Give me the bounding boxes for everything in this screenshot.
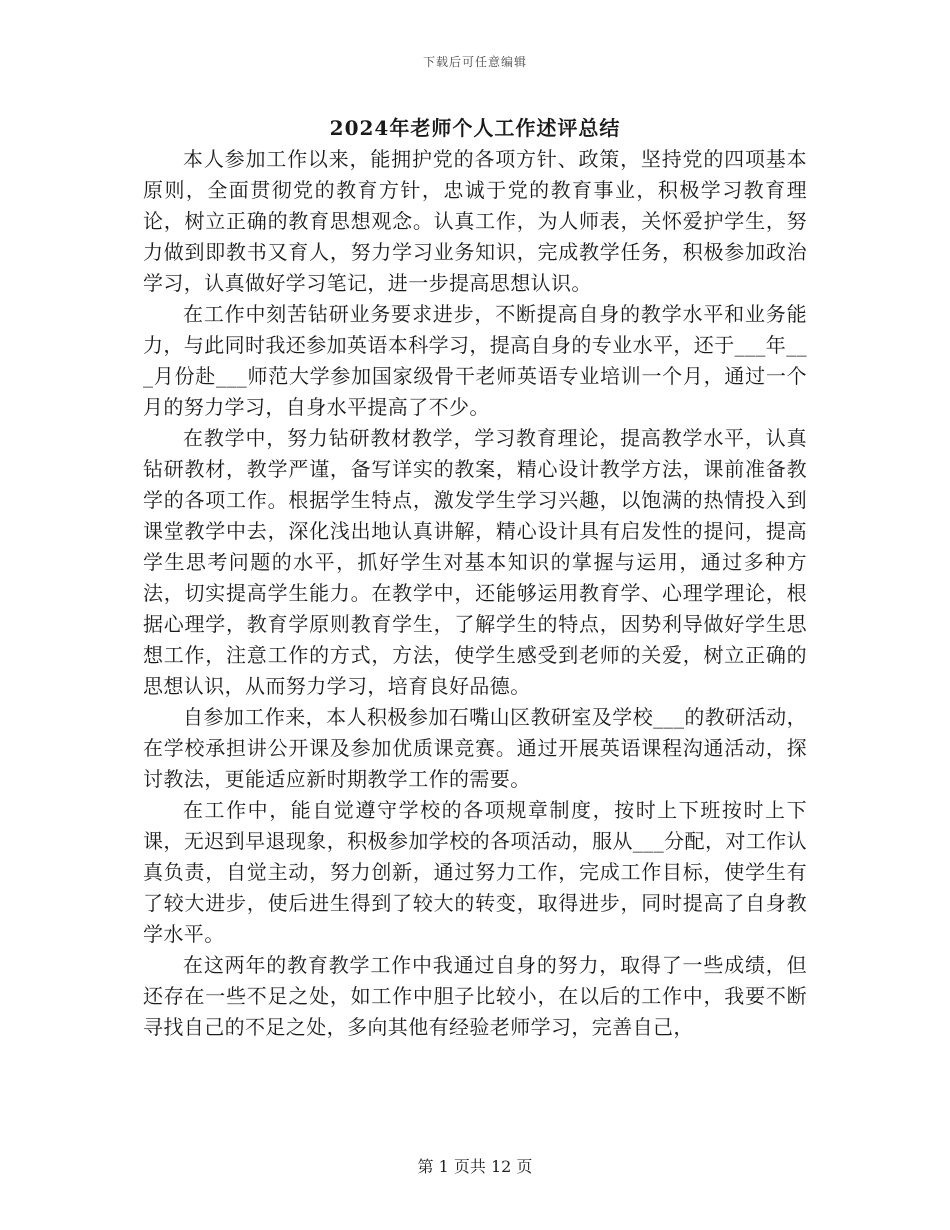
paragraph: 在工作中，能自觉遵守学校的各项规章制度，按时上下班按时上下课，无迟到早退现象，积极参加学校的各项活动，服从___分配，对工作认真负责，自觉主动，努力创新，通过努力工作，完成工作目标，使学生有了较大进步，使后进生得到了较大的转变，取得进步，同时提高了自身教学水平。: [143, 798, 807, 946]
document-body: [143, 144, 807, 1043]
paragraph: 在这两年的教育教学工作中我通过自身的努力，取得了一些成绩，但还存在一些不足之处，如工作中胆子比较小，在以后的工作中，我要不断寻找自己的不足之处，多向其他有经验老师学习，完善自己，: [143, 953, 807, 1039]
document-title: 2024年老师个人工作述评总结: [329, 116, 621, 140]
page-number-footer: 第 1 页共 12 页: [417, 1157, 533, 1176]
header-note: 下载后可任意编辑: [422, 55, 527, 69]
paragraph: 自参加工作来，本人积极参加石嘴山区教研室及学校___的教研活动，在学校承担讲公开课及参加优质课竞赛。通过开展英语课程沟通活动，探讨教法，更能适应新时期教学工作的需要。: [143, 705, 807, 791]
paragraph: 在教学中，努力钻研教材教学，学习教育理论，提高教学水平，认真钻研教材，教学严谨，备写详实的教案，精心设计教学方法，课前准备教学的各项工作。根据学生特点，激发学生学习兴趣，以饱满的热情投入到课堂教学中去，深化浅出地认真讲解，精心设计具有启发性的提问，提高学生思考问题的水平，抓好学生对基本知识的掌握与运用，通过多种方法，切实提高学生能力。在教学中，还能够运用教育学、心理学理论，根据心理学，教育学原则教育学生，了解学生的特点，因势利导做好学生思想工作，注意工作的方式，方法，使学生感受到老师的关爱，树立正确的思想认识，从而努力学习，培育良好品德。: [143, 426, 807, 698]
paragraph: 本人参加工作以来，能拥护党的各项方针、政策，坚持党的四项基本原则，全面贯彻党的教育方针，忠诚于党的教育事业，积极学习教育理论，树立正确的教育思想观念。认真工作，为人师表，关怀爱护学生，努力做到即教书又育人，努力学习业务知识，完成教学任务，积极参加政治学习，认真做好学习笔记，进一步提高思想认识。: [143, 147, 807, 295]
paragraph: 在工作中刻苦钻研业务要求进步，不断提高自身的教学水平和业务能力，与此同时我还参加英语本科学习，提高自身的专业水平，还于___年___月份赴___师范大学参加国家级骨干老师英语专业培训一个月，通过一个月的努力学习，自身水平提高了不少。: [143, 302, 807, 419]
